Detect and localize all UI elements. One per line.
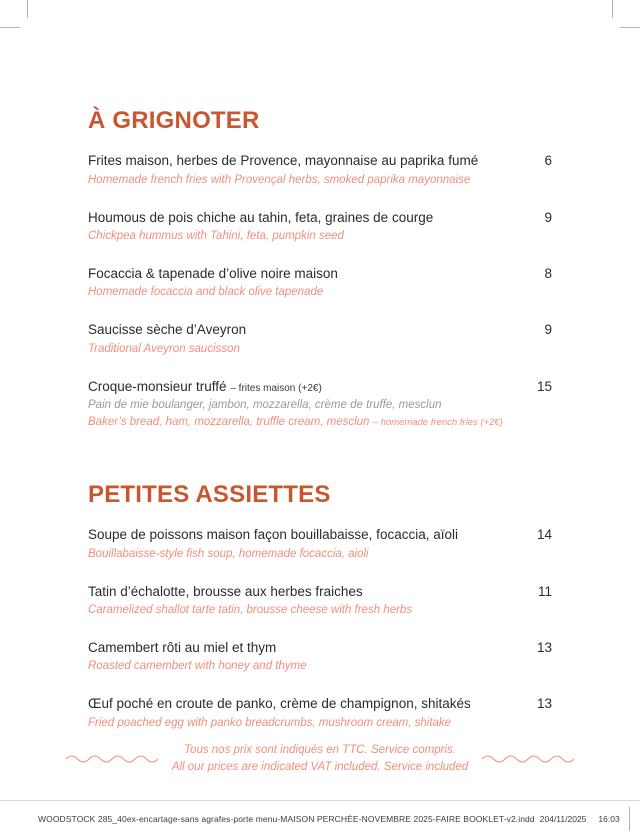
menu-item xyxy=(88,639,552,674)
footer-line-fr: Tous nos prix sont indiqués en TTC. Service compris. xyxy=(184,744,456,756)
menu-item-name-suffix: – frites maison (+2€) xyxy=(230,382,322,394)
menu-content xyxy=(88,108,552,731)
menu-item-price: 9 xyxy=(544,322,552,338)
menu-item-name: Focaccia & tapenade d’olive noire maison xyxy=(88,266,338,282)
menu-item-head xyxy=(88,265,552,283)
menu-item xyxy=(88,265,552,300)
menu-item xyxy=(88,695,552,730)
menu-item xyxy=(88,583,552,618)
menu-item-name: Tatin d’échalotte, brousse aux herbes fraiches xyxy=(88,583,363,599)
menu-item-price: 14 xyxy=(536,527,552,543)
section-title: PETITES ASSIETTES xyxy=(88,481,331,509)
menu-item-price: 9 xyxy=(544,209,552,225)
menu-item-description-fr: Pain de mie boulanger, jambon, mozzarella, crème de truffe, mesclun xyxy=(88,398,442,411)
menu-section-petites-assiettes xyxy=(88,482,552,731)
squiggle-right-icon xyxy=(482,753,574,765)
menu-item-price: 13 xyxy=(536,696,552,712)
menu-item-price: 8 xyxy=(544,266,552,282)
slug-edge-mark xyxy=(629,807,630,831)
menu-item-description-en: Caramelized shallot tarte tatin, brousse cheese with fresh herbs xyxy=(88,603,413,616)
menu-item-name: Œuf poché en croute de panko, crème de champignon, shitakés xyxy=(88,696,471,712)
menu-item xyxy=(88,209,552,244)
menu-item-name: Camembert rôti au miel et thym xyxy=(88,640,277,656)
menu-item-name xyxy=(88,378,518,396)
slug-filename-text: WOODSTOCK 285_40ex-encartage-sans agrafes-porte menu-MAISON PERCHÉE-NOVEMBRE 2025-FAIRE BOOKLET-v2.indd xyxy=(38,813,535,824)
footer-line-en: All our prices are indicated VAT included. Service included xyxy=(171,760,469,773)
menu-item-description-en: Homemade focaccia and black olive tapenade xyxy=(88,286,324,299)
menu-item-price: 6 xyxy=(544,153,552,169)
menu-item-description-en-main: Baker’s bread, ham, mozzarella, truffle cream, mesclun xyxy=(88,415,370,428)
menu-item-head xyxy=(88,583,552,601)
menu-item-head xyxy=(88,209,552,227)
menu-item-name: Frites maison, herbes de Provence, mayonnaise au paprika fumé xyxy=(88,153,479,169)
menu-item-name: Saucisse sèche d’Aveyron xyxy=(88,322,247,338)
menu-item-description-en xyxy=(88,414,552,430)
menu-item-name-main: Croque-monsieur truffé xyxy=(88,378,227,394)
menu-item-head xyxy=(88,526,552,544)
squiggle-left-icon xyxy=(66,753,158,765)
slug-right-group xyxy=(544,814,627,824)
menu-item-description-en-suffix: – homemade french fries (+2€) xyxy=(372,416,503,428)
menu-item-description-en: Chickpea hummus with Tahini, feta, pumpkin seed xyxy=(88,229,344,242)
print-slug-bar xyxy=(0,800,640,836)
menu-item-head xyxy=(88,152,552,170)
menu-item-head xyxy=(88,695,552,713)
menu-item-head xyxy=(88,378,552,396)
menu-item-head xyxy=(88,321,552,339)
menu-item-price: 11 xyxy=(537,583,552,599)
slug-filename xyxy=(38,814,544,824)
menu-item-name: Houmous de pois chiche au tahin, feta, graines de courge xyxy=(88,209,434,225)
slug-time: 16:03 xyxy=(598,813,620,824)
menu-item-head xyxy=(88,639,552,657)
menu-item-name: Soupe de poissons maison façon bouillabaisse, focaccia, aïoli xyxy=(88,527,458,543)
menu-item-description-en: Roasted camembert with honey and thyme xyxy=(88,660,307,673)
menu-item-description-en: Homemade french fries with Provençal herbs, smoked paprika mayonnaise xyxy=(88,173,471,186)
menu-item-price: 15 xyxy=(536,378,552,394)
menu-item-description-en: Traditional Aveyron saucisson xyxy=(88,342,240,355)
footer-note xyxy=(88,742,552,775)
section-title: À GRIGNOTER xyxy=(88,107,260,134)
menu-item-description-en: Fried poached egg with panko breadcrumbs, mushroom cream, shitake xyxy=(88,716,452,729)
menu-item xyxy=(88,152,552,187)
slug-page-number: 2 xyxy=(539,813,545,824)
menu-section-a-grignoter xyxy=(88,108,552,430)
menu-item-description-en: Bouillabaisse-style fish soup, homemade focaccia, aioli xyxy=(88,547,369,560)
menu-item xyxy=(88,526,552,561)
menu-item-price: 13 xyxy=(536,640,552,656)
menu-item xyxy=(88,321,552,356)
menu-item xyxy=(88,378,552,430)
footer-text xyxy=(172,742,468,775)
slug-date: 04/11/2025 xyxy=(544,813,587,824)
